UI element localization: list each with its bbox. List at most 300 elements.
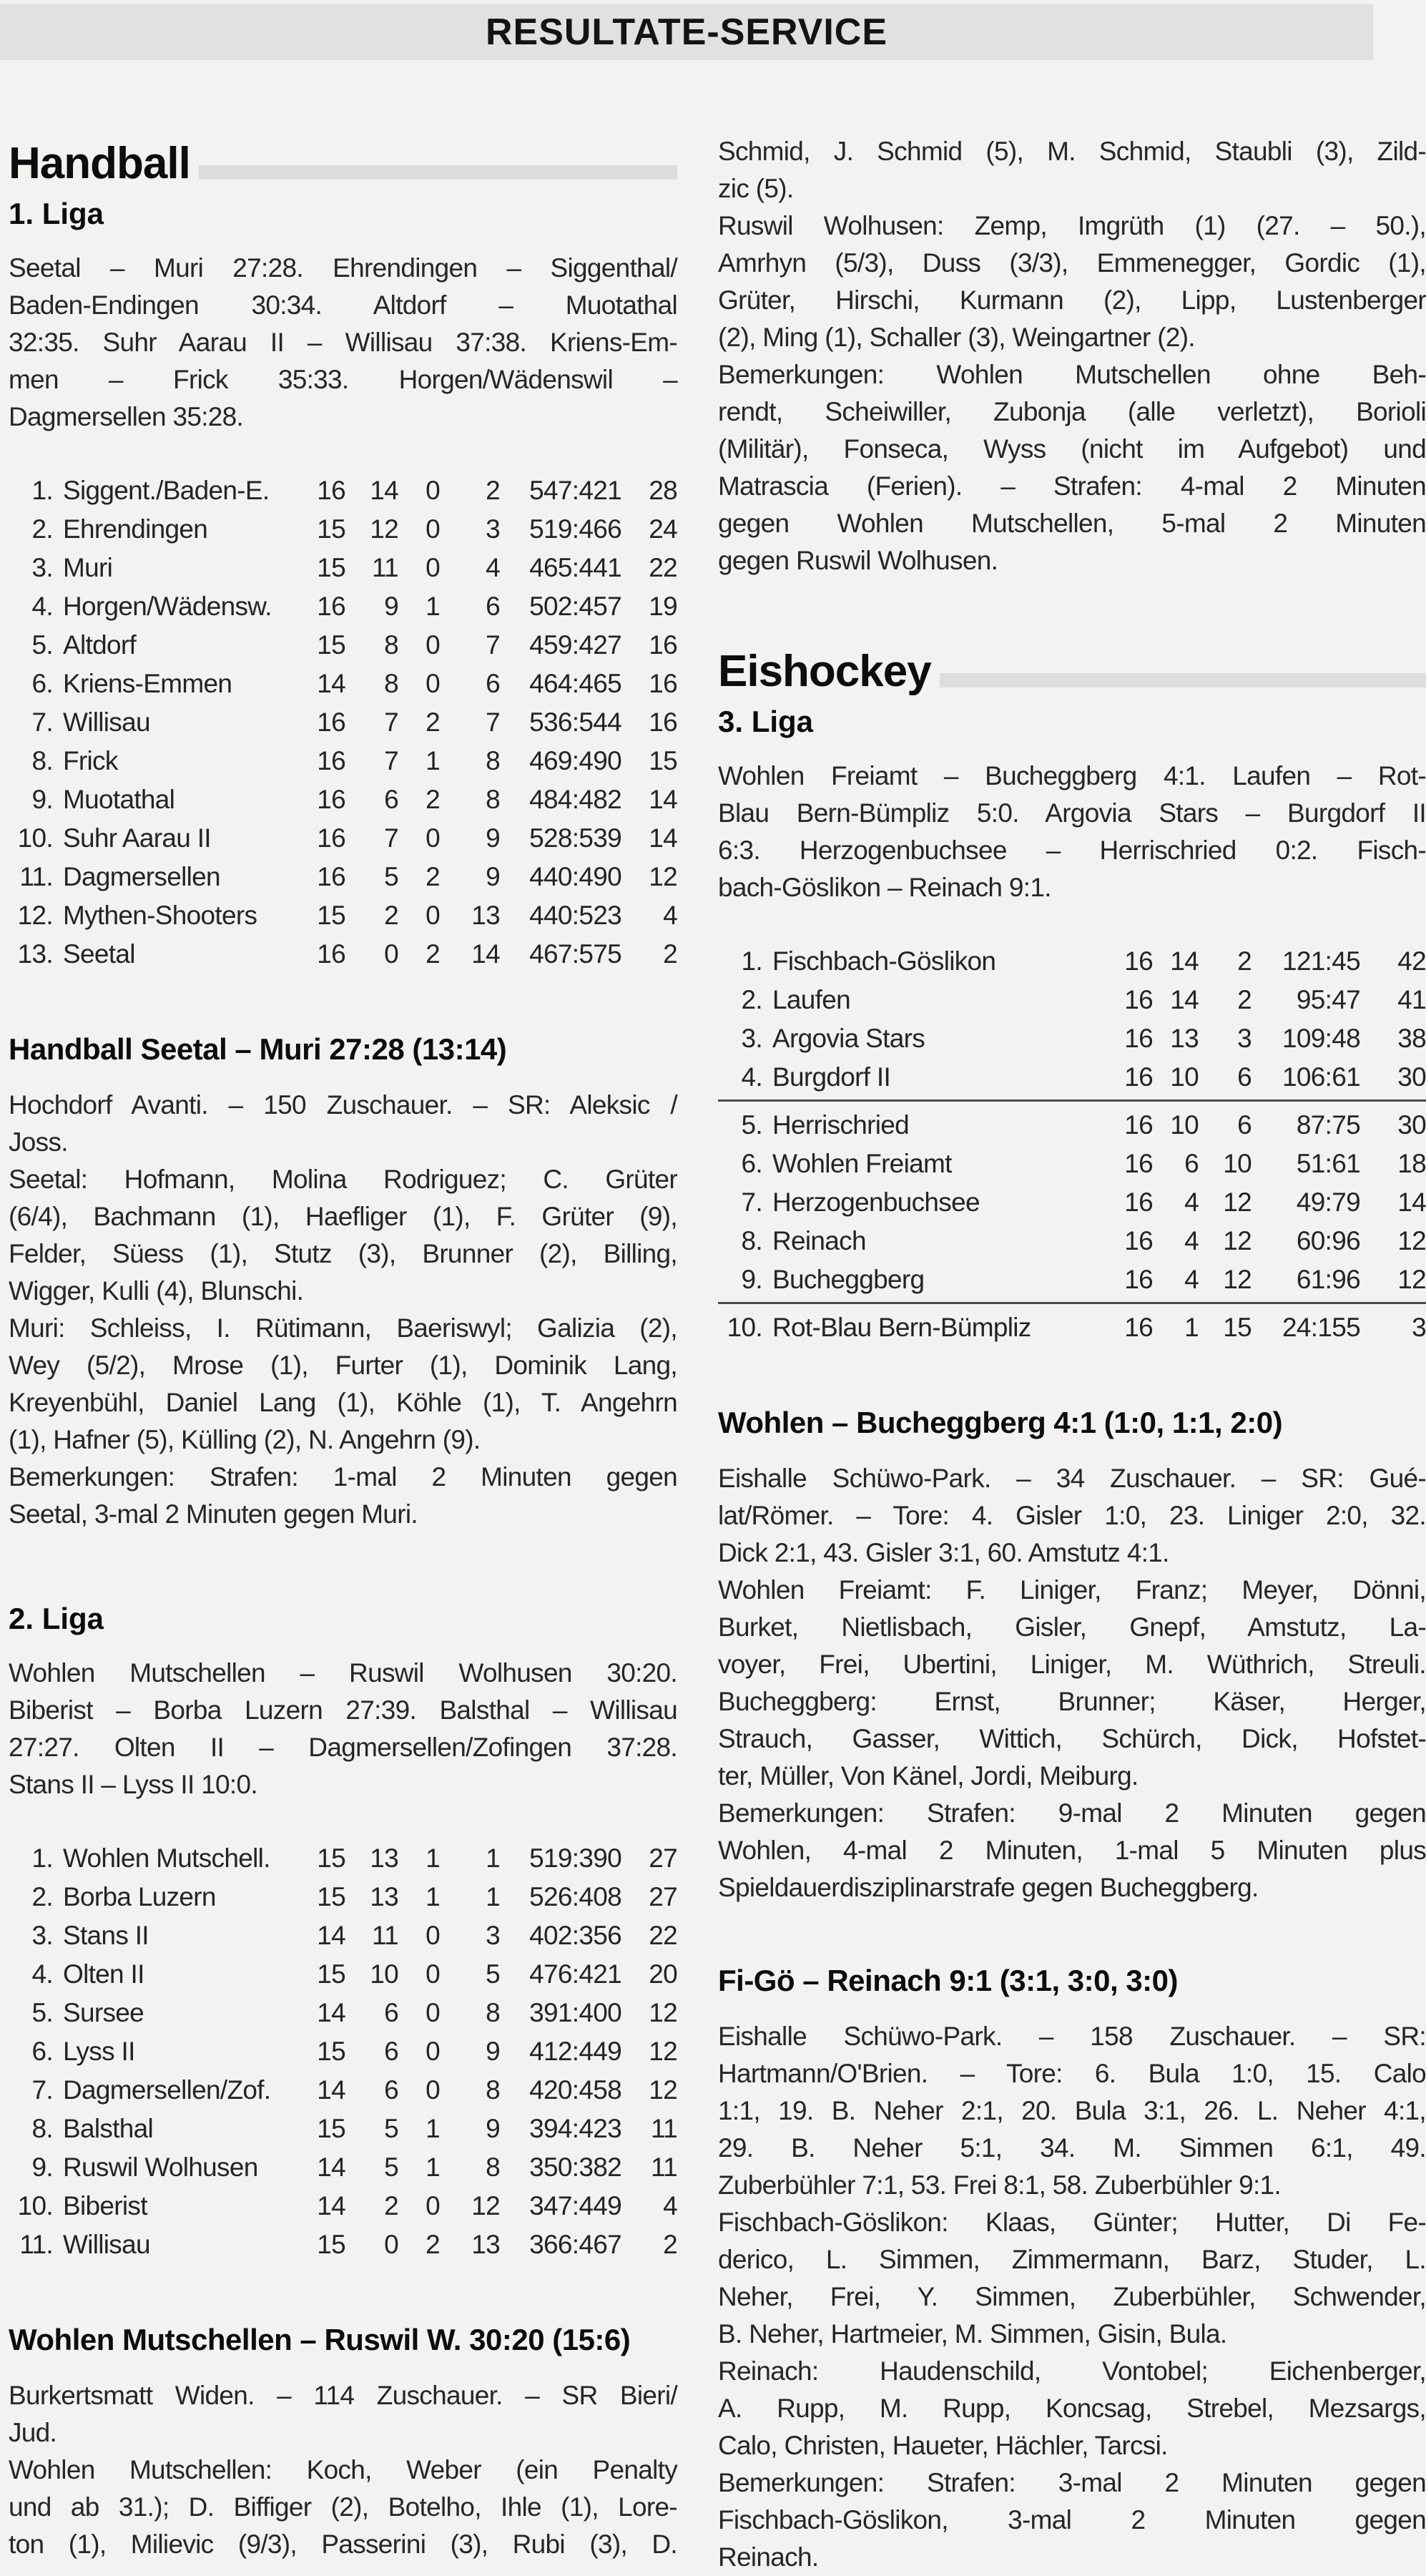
match-heading: Wohlen Mutschellen – Ruswil W. 30:20 (15:6): [9, 2323, 631, 2357]
paragraph-line: 6:3. Herzogenbuchsee – Herrischried 0:2. Fisch-: [718, 836, 1426, 866]
cell-games: 8: [384, 630, 398, 660]
paragraph-line: gegen Wohlen Mutschellen, 5-mal 2 Minuten: [718, 509, 1426, 538]
paragraph-line: 1:1, 19. B. Neher 2:1, 20. Bula 3:1, 26. L. Neher 4:1,: [718, 2096, 1426, 2126]
cell-goals: 95:47: [1296, 985, 1360, 1015]
table-row: [9, 2225, 677, 2264]
table-row: [9, 896, 677, 935]
cell-points: 12: [1397, 1226, 1426, 1256]
table-row: [9, 935, 677, 974]
paragraph-line: Wigger, Kulli (4), Blunschi.: [9, 1276, 304, 1306]
cell-team: Rot-Blau Bern-Bümpliz: [772, 1313, 1031, 1343]
cell-points: 27: [649, 1882, 677, 1912]
cell-games: 16: [317, 823, 345, 853]
table-row: [718, 981, 1426, 1019]
paragraph-line: Wohlen Freiamt – Bucheggberg 4:1. Laufen – Rot-: [718, 761, 1426, 791]
cell-rank: 7.: [31, 707, 53, 738]
cell-goals: 61:96: [1296, 1265, 1360, 1295]
cell-rank: 11.: [19, 2230, 53, 2260]
cell-rank: 1.: [31, 1843, 53, 1874]
cell-games: 0: [426, 1998, 440, 2028]
cell-rank: 8.: [31, 2114, 53, 2144]
paragraph: [718, 1460, 1426, 1572]
paragraph-line: Spieldauerdisziplinarstrafe gegen Bucheggberg.: [718, 1873, 1259, 1903]
cell-goals: 476:421: [529, 1959, 621, 1989]
cell-team: Kriens-Emmen: [63, 669, 232, 699]
cell-goals: 526:408: [529, 1882, 621, 1912]
cell-games: 0: [426, 2075, 440, 2105]
cell-games: 16: [1124, 1024, 1153, 1054]
cell-games: 14: [317, 2191, 345, 2221]
cell-games: 12: [1223, 1187, 1252, 1218]
cell-games: 6: [384, 2037, 398, 2067]
cell-games: 9: [486, 823, 500, 853]
cell-rank: 9.: [31, 2153, 53, 2183]
cell-rank: 2.: [741, 985, 762, 1015]
paragraph: [9, 250, 677, 436]
paragraph: [718, 2353, 1426, 2464]
table-row: [9, 742, 677, 780]
cell-rank: 4.: [31, 1959, 53, 1989]
paragraph-line: ton (1), Milievic (9/3), Passerini (3), Rubi (3), D.: [9, 2530, 677, 2560]
cell-points: 18: [1397, 1149, 1426, 1179]
cell-team: Wohlen Mutschell.: [63, 1843, 270, 1874]
cell-goals: 502:457: [529, 592, 621, 622]
paragraph-line: Calo, Christen, Haueter, Hächler, Tarcsi.: [718, 2431, 1168, 2461]
cell-points: 22: [649, 1921, 677, 1951]
cell-games: 13: [1170, 1024, 1199, 1054]
cell-games: 6: [1237, 1062, 1252, 1092]
cell-points: 12: [649, 862, 677, 892]
cell-games: 16: [1124, 1313, 1153, 1343]
cell-games: 2: [1237, 946, 1252, 976]
paragraph-line: Grüter, Hirschi, Kurmann (2), Lipp, Lustenberger: [718, 285, 1426, 315]
cell-games: 7: [486, 630, 500, 660]
cell-goals: 60:96: [1296, 1226, 1360, 1256]
cell-goals: 440:523: [529, 901, 621, 931]
cell-rank: 5.: [741, 1110, 762, 1140]
paragraph-line: Wohlen, 4-mal 2 Minuten, 1-mal 5 Minuten plus: [718, 1836, 1426, 1866]
cell-games: 3: [486, 514, 500, 544]
table-row: [9, 819, 677, 858]
cell-games: 7: [384, 707, 398, 738]
paragraph: [9, 1087, 677, 1161]
cell-games: 12: [1223, 1226, 1252, 1256]
cell-games: 16: [1124, 1265, 1153, 1295]
cell-goals: 350:382: [529, 2153, 621, 2183]
cell-games: 0: [426, 476, 440, 506]
cell-goals: 106:61: [1282, 1062, 1360, 1092]
cell-points: 41: [1397, 985, 1426, 1015]
cell-points: 11: [650, 2114, 677, 2144]
cell-games: 7: [384, 746, 398, 776]
paragraph-line: 29. B. Neher 5:1, 34. M. Simmen 6:1, 49.: [718, 2133, 1426, 2163]
cell-team: Burgdorf II: [772, 1062, 891, 1092]
paragraph-line: Seetal – Muri 27:28. Ehrendingen – Siggenthal/: [9, 253, 677, 283]
cell-games: 15: [317, 1959, 345, 1989]
cell-games: 11: [371, 553, 398, 583]
table-row: [9, 858, 677, 896]
cell-games: 2: [426, 939, 440, 969]
table-row: [9, 2110, 677, 2148]
cell-team: Ruswil Wolhusen: [63, 2153, 258, 2183]
cell-games: 1: [426, 746, 440, 776]
cell-team: Herrischried: [772, 1110, 910, 1140]
cell-games: 15: [317, 553, 345, 583]
cell-games: 8: [486, 2153, 500, 2183]
cell-games: 14: [471, 939, 500, 969]
cell-goals: 467:575: [529, 939, 621, 969]
cell-goals: 519:466: [529, 514, 621, 544]
cell-games: 15: [317, 2037, 345, 2067]
cell-goals: 347:449: [529, 2191, 621, 2221]
cell-team: Dagmersellen: [63, 862, 220, 892]
table-row: [9, 1916, 677, 1955]
cell-games: 0: [384, 2230, 398, 2260]
paragraph: [9, 1655, 677, 1803]
cell-team: Borba Luzern: [63, 1882, 216, 1912]
cell-rank: 10.: [17, 823, 53, 853]
cell-games: 2: [426, 707, 440, 738]
cell-goals: 465:441: [529, 553, 621, 583]
cell-games: 16: [317, 476, 345, 506]
table-row: [9, 1839, 677, 1878]
paragraph-line: Matrascia (Ferien). – Strafen: 4-mal 2 Minuten: [718, 471, 1426, 501]
cell-games: 2: [384, 2191, 398, 2221]
column-handball: [9, 0, 677, 2563]
cell-rank: 8.: [741, 1226, 762, 1256]
paragraph-line: Felder, Süess (1), Stutz (3), Brunner (2), Billing,: [9, 1239, 677, 1269]
cell-team: Laufen: [772, 985, 850, 1015]
cell-rank: 2.: [31, 514, 53, 544]
cell-team: Willisau: [63, 707, 150, 738]
paragraph: [9, 2377, 677, 2452]
cell-team: Fischbach-Göslikon: [772, 946, 996, 976]
paragraph: [718, 758, 1426, 906]
cell-games: 12: [471, 2191, 500, 2221]
paragraph-line: Seetal: Hofmann, Molina Rodriguez; C. Grüter: [9, 1165, 677, 1195]
cell-games: 5: [384, 2114, 398, 2144]
paragraph-line: (Militär), Fonseca, Wyss (nicht im Aufgebot) und: [718, 434, 1426, 464]
paragraph-line: Fischbach-Göslikon: Klaas, Günter; Hutter, Di Fe-: [718, 2208, 1426, 2238]
paragraph-line: ter, Müller, Von Känel, Jordi, Meiburg.: [718, 1761, 1139, 1791]
cell-goals: 109:48: [1282, 1024, 1360, 1054]
cell-games: 7: [486, 707, 500, 738]
paragraph-line: rendt, Scheiwiller, Zubonja (alle verletzt), Borioli: [718, 397, 1426, 426]
table-row: [718, 1183, 1426, 1222]
paragraph-line: Fischbach-Göslikon, 3-mal 2 Minuten gegen: [718, 2505, 1426, 2535]
cell-games: 2: [426, 862, 440, 892]
cell-rank: 8.: [31, 746, 53, 776]
paragraph-line: Wey (5/2), Mrose (1), Furter (1), Dominik Lang,: [9, 1351, 677, 1381]
paragraph: [9, 1310, 677, 1459]
cell-games: 10: [1170, 1110, 1199, 1140]
paragraph-line: Burket, Nietlisbach, Gisler, Gnepf, Amstutz, La-: [718, 1612, 1426, 1642]
cell-rank: 10.: [17, 2191, 53, 2221]
cell-games: 16: [1124, 1226, 1153, 1256]
cell-rank: 6.: [31, 669, 53, 699]
cell-goals: 402:356: [529, 1921, 621, 1951]
cell-points: 38: [1397, 1024, 1426, 1054]
cell-games: 8: [486, 785, 500, 815]
paragraph: [9, 2452, 677, 2563]
cell-games: 2: [486, 476, 500, 506]
paragraph-line: Ruswil Wolhusen: Zemp, Imgrüth (1) (27. – 50.),: [718, 211, 1426, 240]
cell-games: 5: [384, 862, 398, 892]
cell-games: 14: [1170, 985, 1199, 1015]
paragraph-line: (2), Ming (1), Schaller (3), Weingartner (2).: [718, 323, 1195, 352]
cell-games: 15: [317, 630, 345, 660]
cell-points: 30: [1397, 1062, 1426, 1092]
paragraph-line: Seetal, 3-mal 2 Minuten gegen Muri.: [9, 1499, 418, 1529]
paragraph-line: voyer, Frei, Ubertini, Liniger, M. Wüthrich, Streuli.: [718, 1650, 1426, 1680]
cell-games: 0: [426, 669, 440, 699]
cell-games: 6: [486, 592, 500, 622]
cell-rank: 6.: [31, 2037, 53, 2067]
cell-team: Herzogenbuchsee: [772, 1187, 980, 1218]
match-heading: Fi-Gö – Reinach 9:1 (3:1, 3:0, 3:0): [718, 1964, 1179, 1998]
paragraph-line: Burkertsmatt Widen. – 114 Zuschauer. – SR Bieri/: [9, 2381, 677, 2411]
cell-games: 3: [1237, 1024, 1252, 1054]
cell-rank: 4.: [31, 592, 53, 622]
standings-table: [718, 942, 1426, 1347]
cell-games: 0: [426, 1959, 440, 1989]
cell-points: 12: [649, 2037, 677, 2067]
cell-rank: 1.: [31, 476, 53, 506]
table-row: [718, 1145, 1426, 1183]
standings-table: [9, 471, 677, 974]
cell-rank: 4.: [741, 1062, 762, 1092]
cell-goals: 391:400: [529, 1998, 621, 2028]
table-row: [9, 2148, 677, 2187]
cell-games: 16: [317, 707, 345, 738]
paragraph-line: Dick 2:1, 43. Gisler 3:1, 60. Amstutz 4:1.: [718, 1538, 1169, 1568]
cell-team: Mythen-Shooters: [63, 901, 257, 931]
table-row: [9, 1878, 677, 1916]
paragraph-line: Wohlen Mutschellen: Koch, Weber (ein Penalty: [9, 2455, 677, 2485]
cell-games: 2: [426, 785, 440, 815]
paragraph-line: Bemerkungen: Strafen: 1-mal 2 Minuten gegen: [9, 1462, 677, 1492]
cell-games: 10: [1170, 1062, 1199, 1092]
paragraph-line: Kreyenbühl, Daniel Lang (1), Köhle (1), T. Angehrn: [9, 1388, 677, 1418]
cell-team: Seetal: [63, 939, 135, 969]
table-row: [718, 1019, 1426, 1058]
cell-points: 12: [1397, 1265, 1426, 1295]
cell-games: 8: [486, 2075, 500, 2105]
cell-team: Stans II: [63, 1921, 149, 1951]
paragraph-line: 27:27. Olten II – Dagmersellen/Zofingen 37:28.: [9, 1733, 677, 1763]
cell-games: 1: [1184, 1313, 1199, 1343]
cell-games: 8: [486, 1998, 500, 2028]
paragraph-line: bach-Göslikon – Reinach 9:1.: [718, 873, 1051, 903]
table-row: [718, 942, 1426, 981]
cell-goals: 519:390: [529, 1843, 621, 1874]
cell-games: 1: [426, 1882, 440, 1912]
cell-games: 15: [317, 901, 345, 931]
table-row: [9, 1994, 677, 2032]
cell-games: 15: [317, 1882, 345, 1912]
cell-team: Siggent./Baden-E.: [63, 476, 270, 506]
cell-team: Willisau: [63, 2230, 150, 2260]
paragraph-line: Eishalle Schüwo-Park. – 158 Zuschauer. – SR:: [718, 2022, 1426, 2052]
paragraph-line: Strauch, Gasser, Wittich, Schürch, Dick, Hofstet-: [718, 1724, 1426, 1754]
cell-games: 0: [384, 939, 398, 969]
paragraph-line: 32:35. Suhr Aarau II – Willisau 37:38. Kriens-Em-: [9, 328, 677, 358]
paragraph-line: Biberist – Borba Luzern 27:39. Balsthal – Willisau: [9, 1695, 677, 1725]
cell-games: 4: [1184, 1187, 1199, 1218]
cell-games: 16: [317, 939, 345, 969]
cell-goals: 87:75: [1296, 1110, 1360, 1140]
cell-goals: 49:79: [1296, 1187, 1360, 1218]
paragraph: [718, 356, 1426, 579]
cell-points: 20: [649, 1959, 677, 1989]
cell-games: 15: [317, 514, 345, 544]
table-row: [9, 2187, 677, 2225]
section-heading: [718, 648, 1426, 695]
cell-points: 22: [649, 553, 677, 583]
separator-line: [718, 1100, 1426, 1102]
table-row: [9, 780, 677, 819]
cell-team: Sursee: [63, 1998, 144, 2028]
cell-rank: 7.: [741, 1187, 762, 1218]
paragraph-line: Bemerkungen: Strafen: 3-mal 2 Minuten gegen: [718, 2468, 1426, 2498]
cell-games: 15: [317, 1843, 345, 1874]
cell-points: 4: [663, 2191, 677, 2221]
league-heading: 3. Liga: [718, 705, 814, 739]
cell-team: Muri: [63, 553, 113, 583]
table-row: [9, 703, 677, 742]
cell-games: 16: [317, 862, 345, 892]
cell-points: 2: [663, 2230, 677, 2260]
cell-games: 16: [1124, 946, 1153, 976]
cell-points: 11: [650, 2153, 677, 2183]
paragraph-line: lat/Römer. – Tore: 4. Gisler 1:0, 23. Liniger 2:0, 32.: [718, 1501, 1426, 1531]
cell-team: Horgen/Wädensw.: [63, 592, 272, 622]
cell-games: 6: [486, 669, 500, 699]
table-row: [9, 510, 677, 549]
heading-underline-bar: [199, 165, 677, 180]
cell-points: 19: [649, 592, 677, 622]
cell-games: 0: [426, 901, 440, 931]
cell-games: 6: [384, 1998, 398, 2028]
paragraph-line: Wohlen Freiamt: F. Liniger, Franz; Meyer, Dönni,: [718, 1575, 1426, 1605]
cell-team: Wohlen Freiamt: [772, 1149, 952, 1179]
match-heading: Wohlen – Bucheggberg 4:1 (1:0, 1:1, 2:0): [718, 1406, 1283, 1440]
paragraph-line: Bucheggberg: Ernst, Brunner; Käser, Herger,: [718, 1687, 1426, 1717]
paragraph-line: Joss.: [9, 1127, 68, 1157]
cell-games: 16: [1124, 1187, 1153, 1218]
cell-team: Ehrendingen: [63, 514, 208, 544]
cell-games: 14: [317, 2075, 345, 2105]
cell-games: 15: [317, 2230, 345, 2260]
paragraph: [718, 1795, 1426, 1906]
paragraph-line: Reinach: Haudenschild, Vontobel; Eichenberger,: [718, 2356, 1426, 2386]
cell-goals: 536:544: [529, 707, 621, 738]
cell-games: 13: [370, 1882, 398, 1912]
table-row: [718, 1222, 1426, 1260]
cell-goals: 51:61: [1296, 1149, 1360, 1179]
paragraph-line: zic (5).: [718, 174, 794, 203]
cell-games: 2: [1237, 985, 1252, 1015]
paragraph-line: Jud.: [9, 2418, 57, 2448]
cell-games: 1: [426, 2153, 440, 2183]
cell-team: Argovia Stars: [772, 1024, 925, 1054]
cell-team: Balsthal: [63, 2114, 154, 2144]
cell-games: 0: [426, 823, 440, 853]
cell-team: Reinach: [772, 1226, 866, 1256]
cell-games: 16: [317, 592, 345, 622]
cell-points: 15: [649, 746, 677, 776]
cell-games: 6: [384, 2075, 398, 2105]
paragraph-line: Wohlen Mutschellen – Ruswil Wolhusen 30:20.: [9, 1658, 677, 1688]
cell-games: 0: [426, 553, 440, 583]
paragraph-line: Neher, Frei, Y. Simmen, Zuberbühler, Schwender,: [718, 2282, 1426, 2312]
cell-games: 16: [1124, 1110, 1153, 1140]
table-row: [9, 2032, 677, 2071]
table-row: [9, 2071, 677, 2110]
cell-games: 13: [370, 1843, 398, 1874]
paragraph-line: B. Neher, Hartmeier, M. Simmen, Gisin, Bula.: [718, 2319, 1227, 2349]
cell-games: 12: [1223, 1265, 1252, 1295]
cell-goals: 394:423: [529, 2114, 621, 2144]
cell-team: Bucheggberg: [772, 1265, 925, 1295]
cell-team: Frick: [63, 746, 118, 776]
section-heading: [9, 140, 677, 187]
cell-games: 14: [317, 669, 345, 699]
paragraph: [9, 1161, 677, 1310]
cell-games: 6: [384, 785, 398, 815]
cell-games: 8: [486, 746, 500, 776]
cell-rank: 12.: [17, 901, 53, 931]
cell-rank: 9.: [31, 785, 53, 815]
cell-games: 1: [426, 2114, 440, 2144]
cell-rank: 9.: [741, 1265, 762, 1295]
cell-goals: 464:465: [529, 669, 621, 699]
cell-rank: 5.: [31, 630, 53, 660]
cell-games: 4: [486, 553, 500, 583]
cell-games: 9: [384, 592, 398, 622]
paragraph-line: und ab 31.); D. Biffiger (2), Botelho, Ihle (1), Lore-: [9, 2492, 677, 2522]
table-row: [718, 1106, 1426, 1145]
cell-games: 9: [486, 2037, 500, 2067]
cell-games: 16: [317, 746, 345, 776]
match-heading: Handball Seetal – Muri 27:28 (13:14): [9, 1032, 507, 1067]
cell-goals: 412:449: [529, 2037, 621, 2067]
cell-games: 4: [1184, 1226, 1199, 1256]
cell-games: 1: [426, 592, 440, 622]
cell-games: 2: [426, 2230, 440, 2260]
league-heading: 1. Liga: [9, 197, 104, 231]
cell-goals: 366:467: [529, 2230, 621, 2260]
paragraph-line: Zuberbühler 7:1, 53. Frei 8:1, 58. Zuberbühler 9:1.: [718, 2170, 1282, 2200]
table-row: [9, 587, 677, 626]
paragraph-line: Bemerkungen: Wohlen Mutschellen ohne Beh-: [718, 360, 1426, 389]
heading-underline-bar: [940, 673, 1426, 687]
cell-games: 14: [317, 1921, 345, 1951]
standings-table: [9, 1839, 677, 2264]
section-heading-text: Handball: [9, 139, 190, 188]
cell-rank: 10.: [727, 1313, 762, 1343]
paragraph: [718, 2464, 1426, 2576]
table-row: [9, 471, 677, 510]
page-title: RESULTATE-SERVICE: [485, 11, 888, 53]
cell-points: 27: [649, 1843, 677, 1874]
cell-games: 15: [1223, 1313, 1252, 1343]
cell-points: 12: [649, 2075, 677, 2105]
cell-games: 13: [471, 901, 500, 931]
paragraph-line: gegen Ruswil Wolhusen.: [718, 546, 998, 575]
cell-games: 2: [384, 901, 398, 931]
cell-games: 0: [426, 2191, 440, 2221]
